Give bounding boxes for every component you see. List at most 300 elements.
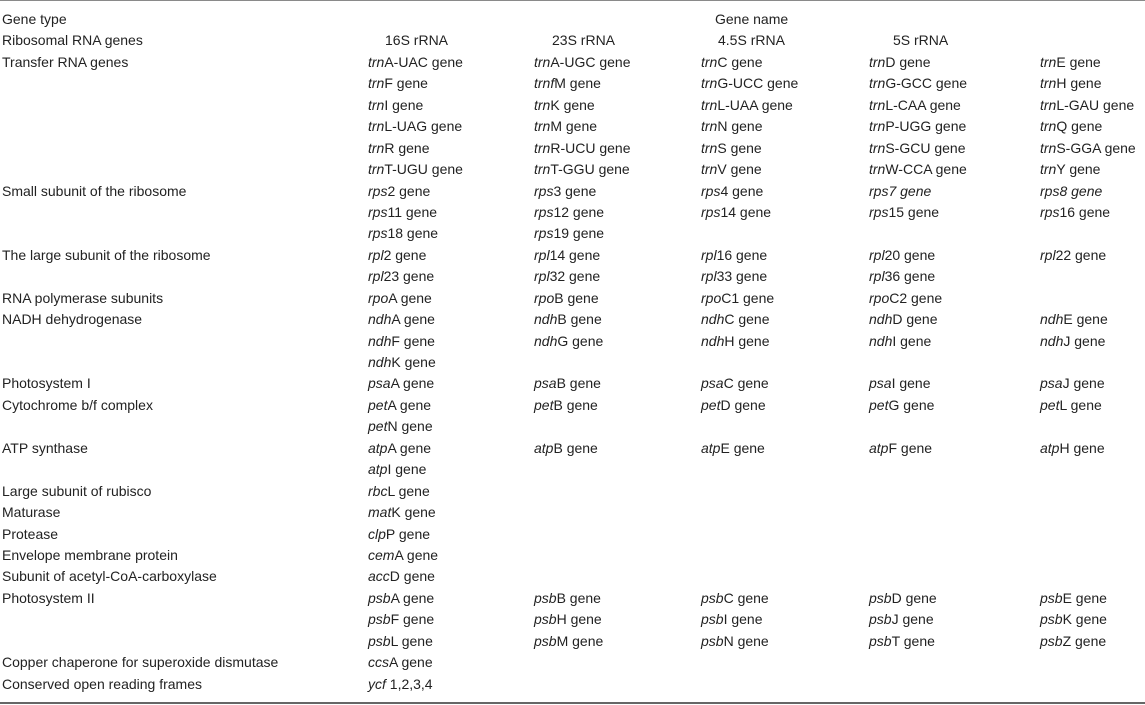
gene-name-cell — [701, 245, 767, 266]
gene-suffix: L-CAA gene — [885, 96, 961, 113]
gene-name-cell — [869, 288, 942, 309]
gene-suffix: K gene — [391, 354, 436, 370]
gene-name-cell — [368, 395, 431, 416]
gene-name-cell — [1040, 52, 1101, 73]
gene-prefix: atp — [368, 439, 388, 456]
gene-prefix: rps — [534, 203, 554, 220]
gene-suffix: R-UCU gene — [550, 139, 631, 156]
gene-name-cell — [869, 245, 935, 266]
gene-prefix: rps — [368, 182, 388, 199]
table-row — [0, 52, 1145, 73]
gene-prefix: psb — [534, 611, 557, 628]
gene-suffix: 33 gene — [716, 268, 768, 285]
gene-name-cell — [869, 202, 939, 223]
table-row — [0, 202, 1145, 223]
gene-name-cell — [368, 459, 426, 480]
gene-prefix: trn — [534, 53, 551, 70]
gene-type-header: Gene type — [2, 11, 67, 27]
gene-name-cell — [701, 309, 770, 330]
gene-suffix: J gene — [891, 611, 934, 628]
gene-prefix: rps — [534, 225, 554, 242]
gene-type-label: Subunit of acetyl-CoA-carboxylase — [2, 568, 217, 585]
gene-prefix: rpl — [368, 268, 384, 285]
gene-name-cell — [368, 373, 434, 394]
gene-prefix: trn — [869, 118, 886, 135]
gene-prefix: trn — [701, 118, 718, 135]
gene-prefix: trn — [534, 118, 551, 135]
gene-name-cell — [534, 588, 601, 609]
table-row — [0, 266, 1145, 287]
gene-prefix: psb — [1040, 632, 1063, 649]
gene-prefix: psb — [869, 632, 892, 649]
gene-name-cell — [368, 481, 430, 502]
table-row — [0, 159, 1145, 180]
table-row — [0, 588, 1145, 609]
gene-suffix: I gene — [892, 332, 932, 349]
gene-suffix: 22 gene — [1055, 246, 1107, 263]
gene-name-cell — [701, 288, 774, 309]
gene-name-cell — [1040, 159, 1100, 180]
gene-prefix: trn — [701, 75, 718, 92]
gene-prefix: ndh — [368, 332, 392, 349]
gene-prefix: rpo — [534, 289, 555, 306]
gene-suffix: C gene — [723, 375, 769, 392]
table-row — [0, 223, 1145, 244]
gene-suffix: 16 gene — [1059, 203, 1111, 220]
gene-suffix: B gene — [553, 439, 598, 456]
gene-name-cell — [385, 30, 448, 51]
gene-suffix: I gene — [384, 96, 424, 113]
table-row — [0, 30, 1145, 51]
table-row — [0, 95, 1145, 116]
gene-prefix: atp — [701, 439, 721, 456]
gene-prefix: trn — [368, 96, 385, 113]
gene-name-cell — [869, 138, 966, 159]
gene-suffix: K gene — [391, 504, 436, 521]
gene-name-cell — [368, 502, 436, 523]
gene-name-cell — [368, 416, 433, 437]
gene-suffix: W-CCA gene — [885, 161, 967, 178]
gene-name-cell — [1040, 73, 1102, 94]
gene-prefix: psb — [701, 589, 724, 606]
gene-name-cell — [368, 524, 430, 545]
gene-suffix: G-GCC gene — [885, 75, 968, 92]
gene-suffix: I gene — [723, 611, 763, 628]
gene-name-cell — [368, 309, 435, 330]
gene-name-header: Gene name — [715, 11, 789, 27]
gene-prefix: psa — [368, 375, 391, 392]
gene-name-cell — [1040, 202, 1110, 223]
gene-suffix: 1,2,3,4 — [385, 675, 433, 692]
gene-name-cell — [869, 309, 938, 330]
gene-name-cell — [368, 202, 437, 223]
gene-name-cell — [368, 331, 435, 352]
gene-suffix: I gene — [891, 375, 931, 392]
gene-prefix: psa — [701, 375, 724, 392]
gene-prefix: trnf — [534, 75, 555, 92]
gene-prefix: rps — [701, 182, 721, 199]
gene-name-cell — [701, 52, 763, 73]
gene-name-cell — [701, 95, 793, 116]
gene-name-cell — [534, 181, 596, 202]
gene-name-cell — [368, 288, 432, 309]
table-row — [0, 524, 1145, 545]
gene-prefix: ndh — [701, 311, 725, 328]
gene-name-cell — [368, 566, 435, 587]
gene-prefix: psa — [1040, 375, 1063, 392]
table-row — [0, 352, 1145, 373]
gene-name-cell — [368, 245, 426, 266]
table-row — [0, 245, 1145, 266]
gene-name-cell — [1040, 395, 1102, 416]
gene-prefix: atp — [534, 439, 554, 456]
gene-prefix: trn — [1040, 118, 1057, 135]
gene-prefix: clp — [368, 525, 386, 542]
gene-name-cell — [534, 138, 630, 159]
table-row — [0, 631, 1145, 652]
gene-suffix: R gene — [384, 139, 430, 156]
gene-prefix: ndh — [869, 332, 893, 349]
gene-name-cell — [534, 288, 599, 309]
gene-suffix: N gene — [723, 632, 769, 649]
gene-name-cell — [1040, 438, 1105, 459]
gene-prefix: trn — [1040, 53, 1057, 70]
table-row — [0, 566, 1145, 587]
gene-prefix: rps8 gene — [1040, 182, 1103, 199]
gene-suffix: E gene — [1056, 53, 1101, 70]
gene-prefix: atp — [368, 461, 388, 478]
gene-name-cell — [701, 373, 769, 394]
gene-suffix: K gene — [550, 96, 595, 113]
gene-suffix: C2 gene — [889, 289, 943, 306]
gene-suffix: T-GGU gene — [550, 161, 630, 178]
gene-prefix: trn — [869, 161, 886, 178]
gene-suffix: 12 gene — [553, 203, 605, 220]
gene-name-cell — [368, 588, 434, 609]
gene-suffix: K gene — [1062, 611, 1107, 628]
gene-prefix: trn — [869, 75, 886, 92]
gene-name-cell — [368, 73, 428, 94]
bottom-rule — [0, 702, 1145, 704]
table-row — [0, 609, 1145, 630]
gene-prefix: ndh — [869, 311, 893, 328]
gene-suffix: M gene — [550, 118, 598, 135]
gene-prefix: ndh — [534, 311, 558, 328]
gene-name-cell — [701, 138, 762, 159]
gene-suffix: 16S rRNA — [385, 32, 449, 49]
gene-prefix: rpl — [701, 268, 717, 285]
gene-suffix: S-GGA gene — [1056, 139, 1136, 156]
gene-name-cell — [368, 181, 430, 202]
gene-suffix: A gene — [389, 654, 433, 671]
gene-prefix: rps7 gene — [869, 182, 932, 199]
gene-suffix: 3 gene — [553, 182, 597, 199]
gene-suffix: E gene — [1062, 589, 1107, 606]
gene-name-cell — [368, 116, 462, 137]
gene-suffix: G gene — [888, 396, 935, 413]
gene-name-cell — [534, 73, 601, 94]
gene-suffix: J gene — [1063, 332, 1106, 349]
gene-name-cell — [869, 373, 931, 394]
gene-type-label: Photosystem I — [2, 375, 91, 392]
gene-suffix: J gene — [1062, 375, 1105, 392]
gene-name-cell — [701, 588, 769, 609]
gene-suffix: C gene — [724, 311, 770, 328]
gene-name-cell — [368, 159, 463, 180]
gene-suffix: 15 gene — [888, 203, 940, 220]
gene-prefix: rpl — [869, 268, 885, 285]
gene-prefix: psb — [368, 611, 391, 628]
gene-prefix: rpl — [368, 246, 384, 263]
gene-suffix: 5S rRNA — [893, 32, 949, 49]
gene-name-cell — [368, 266, 434, 287]
gene-type-label: NADH dehydrogenase — [2, 311, 143, 328]
gene-suffix: I gene — [387, 461, 427, 478]
table-row — [0, 438, 1145, 459]
gene-name-cell — [534, 116, 597, 137]
gene-type-label: Transfer RNA genes — [2, 53, 129, 70]
gene-name-cell — [869, 266, 935, 287]
gene-suffix: C gene — [723, 589, 769, 606]
gene-suffix: B gene — [553, 396, 598, 413]
gene-name-cell — [1040, 631, 1106, 652]
table-row — [0, 459, 1145, 480]
gene-name-cell — [1040, 245, 1106, 266]
gene-prefix: atp — [1040, 439, 1060, 456]
gene-suffix: 18 gene — [387, 225, 439, 242]
gene-prefix: rpl — [1040, 246, 1056, 263]
gene-name-cell — [1040, 181, 1102, 202]
gene-suffix: N gene — [387, 418, 433, 435]
gene-suffix: 4 gene — [720, 182, 764, 199]
gene-prefix: psb — [368, 632, 391, 649]
gene-suffix: H gene — [724, 332, 770, 349]
gene-prefix: trn — [534, 161, 551, 178]
gene-name-cell — [368, 609, 434, 630]
gene-name-cell — [1040, 373, 1105, 394]
gene-suffix: G gene — [557, 332, 604, 349]
gene-name-cell — [368, 631, 433, 652]
gene-prefix: trn — [368, 161, 385, 178]
gene-prefix: trn — [1040, 139, 1057, 156]
table-row — [0, 116, 1145, 137]
gene-prefix: rps — [368, 203, 388, 220]
gene-name-cell — [1040, 138, 1136, 159]
gene-name-cell — [552, 30, 615, 51]
gene-type-label: Envelope membrane protein — [2, 546, 178, 563]
gene-suffix: 11 gene — [387, 203, 438, 220]
gene-suffix: B gene — [557, 311, 602, 328]
gene-name-cell — [869, 631, 935, 652]
gene-prefix: pet — [534, 396, 554, 413]
gene-suffix: B gene — [556, 375, 601, 392]
gene-name-cell — [701, 266, 767, 287]
table-row — [0, 138, 1145, 159]
gene-name-cell — [701, 116, 763, 137]
gene-suffix: 2 gene — [387, 182, 431, 199]
gene-prefix: pet — [869, 396, 889, 413]
gene-suffix: D gene — [720, 396, 766, 413]
table-row — [0, 502, 1145, 523]
gene-suffix: H gene — [1056, 75, 1102, 92]
gene-prefix: mat — [368, 504, 392, 521]
gene-name-cell — [869, 395, 934, 416]
gene-name-cell — [701, 73, 798, 94]
gene-suffix: H gene — [1059, 439, 1105, 456]
gene-name-cell — [869, 588, 937, 609]
gene-suffix: A-UGC gene — [550, 53, 631, 70]
gene-table — [0, 9, 1145, 695]
gene-name-cell — [534, 95, 595, 116]
gene-prefix: rpl — [869, 246, 885, 263]
table-row — [0, 331, 1145, 352]
gene-prefix: rpo — [368, 289, 389, 306]
gene-name-cell — [869, 609, 934, 630]
gene-name-cell — [534, 223, 604, 244]
gene-suffix: F gene — [390, 611, 435, 628]
gene-type-label: ATP synthase — [2, 439, 88, 456]
gene-type-label: Small subunit of the ribosome — [2, 182, 187, 199]
table-row — [0, 416, 1145, 437]
gene-type-label: Protease — [2, 525, 59, 542]
gene-suffix: A gene — [390, 375, 435, 392]
gene-prefix: psb — [1040, 589, 1063, 606]
gene-suffix: D gene — [885, 53, 931, 70]
gene-suffix: L-GAU gene — [1056, 96, 1135, 113]
gene-prefix: trn — [1040, 161, 1057, 178]
gene-type-label: Conserved open reading frames — [2, 675, 203, 692]
gene-suffix: A gene — [387, 439, 432, 456]
gene-prefix: ccs — [368, 654, 389, 671]
gene-suffix: G-UCC gene — [717, 75, 799, 92]
gene-name-cell — [701, 159, 762, 180]
gene-type-label: The large subunit of the ribosome — [2, 246, 211, 263]
gene-name-cell — [869, 116, 966, 137]
gene-suffix: E gene — [1063, 311, 1108, 328]
gene-name-cell — [1040, 609, 1107, 630]
gene-suffix: Z gene — [1062, 632, 1107, 649]
gene-suffix: F gene — [888, 439, 933, 456]
gene-prefix: psb — [1040, 611, 1063, 628]
gene-name-cell — [869, 159, 967, 180]
table-row — [0, 481, 1145, 502]
gene-prefix: rps — [701, 203, 721, 220]
gene-prefix: rpl — [534, 268, 550, 285]
gene-suffix: L gene — [387, 482, 430, 499]
gene-name-cell — [1040, 331, 1105, 352]
gene-prefix: psb — [869, 589, 892, 606]
table-row — [0, 395, 1145, 416]
gene-suffix: A gene — [391, 311, 435, 328]
gene-prefix: atp — [869, 439, 889, 456]
gene-prefix: pet — [701, 396, 721, 413]
header-row — [0, 9, 1145, 30]
table-row — [0, 73, 1145, 94]
table-row — [0, 652, 1145, 673]
gene-prefix: ndh — [1040, 311, 1064, 328]
gene-name-cell — [534, 309, 602, 330]
gene-suffix: S-GCU gene — [885, 139, 966, 156]
gene-prefix: psb — [701, 611, 724, 628]
gene-suffix: 14 gene — [549, 246, 601, 263]
gene-prefix: psb — [869, 611, 892, 628]
gene-name-cell — [701, 331, 770, 352]
gene-suffix: M gene — [554, 75, 601, 92]
gene-name-cell — [534, 202, 604, 223]
gene-type-label: Ribosomal RNA genes — [2, 32, 143, 49]
gene-prefix: trn — [1040, 75, 1057, 92]
gene-type-label: Photosystem II — [2, 589, 95, 606]
table-row — [0, 288, 1145, 309]
gene-name-cell — [534, 331, 603, 352]
gene-name-cell — [368, 352, 436, 373]
gene-suffix: 32 gene — [549, 268, 601, 285]
gene-name-cell — [368, 545, 438, 566]
gene-prefix: trn — [869, 96, 886, 113]
table-row — [0, 309, 1145, 330]
gene-prefix: psb — [368, 589, 391, 606]
gene-prefix: trn — [869, 53, 886, 70]
gene-name-cell — [1040, 588, 1107, 609]
gene-name-cell — [701, 609, 763, 630]
gene-prefix: trn — [368, 118, 385, 135]
gene-name-cell — [701, 181, 763, 202]
gene-name-cell — [869, 438, 932, 459]
gene-suffix: L-UAG gene — [384, 118, 463, 135]
gene-name-cell — [368, 223, 438, 244]
gene-name-cell — [869, 331, 931, 352]
table-row — [0, 373, 1145, 394]
gene-name-cell — [534, 52, 631, 73]
gene-name-cell — [534, 245, 600, 266]
gene-suffix: 20 gene — [884, 246, 936, 263]
gene-name-cell — [869, 95, 961, 116]
gene-name-cell — [869, 181, 931, 202]
gene-prefix: cem — [368, 546, 395, 563]
gene-suffix: T gene — [891, 632, 935, 649]
gene-name-cell — [701, 438, 765, 459]
gene-prefix: trn — [368, 75, 385, 92]
gene-prefix: trn — [368, 139, 385, 156]
gene-suffix: B gene — [554, 289, 599, 306]
gene-suffix: C1 gene — [721, 289, 775, 306]
gene-suffix: F gene — [391, 332, 435, 349]
gene-prefix: psa — [869, 375, 892, 392]
gene-suffix: Y gene — [1056, 161, 1101, 178]
gene-name-cell — [534, 438, 598, 459]
gene-suffix: D gene — [892, 311, 938, 328]
gene-prefix: ndh — [368, 311, 392, 328]
gene-prefix: rps — [1040, 203, 1060, 220]
gene-prefix: ndh — [701, 332, 725, 349]
gene-name-cell — [1040, 116, 1102, 137]
gene-prefix: trn — [534, 96, 551, 113]
gene-suffix: 14 gene — [720, 203, 772, 220]
gene-prefix: rpo — [701, 289, 722, 306]
gene-prefix: rpl — [701, 246, 717, 263]
gene-prefix: trn — [534, 139, 551, 156]
gene-prefix: pet — [368, 396, 388, 413]
gene-suffix: A gene — [387, 396, 432, 413]
gene-prefix: rpl — [534, 246, 550, 263]
gene-prefix: psb — [534, 632, 557, 649]
gene-suffix: V gene — [717, 161, 762, 178]
gene-name-cell — [893, 30, 948, 51]
gene-prefix: trn — [701, 96, 718, 113]
gene-prefix: trn — [368, 53, 385, 70]
gene-suffix: P gene — [385, 525, 431, 542]
gene-suffix: A gene — [394, 546, 439, 563]
